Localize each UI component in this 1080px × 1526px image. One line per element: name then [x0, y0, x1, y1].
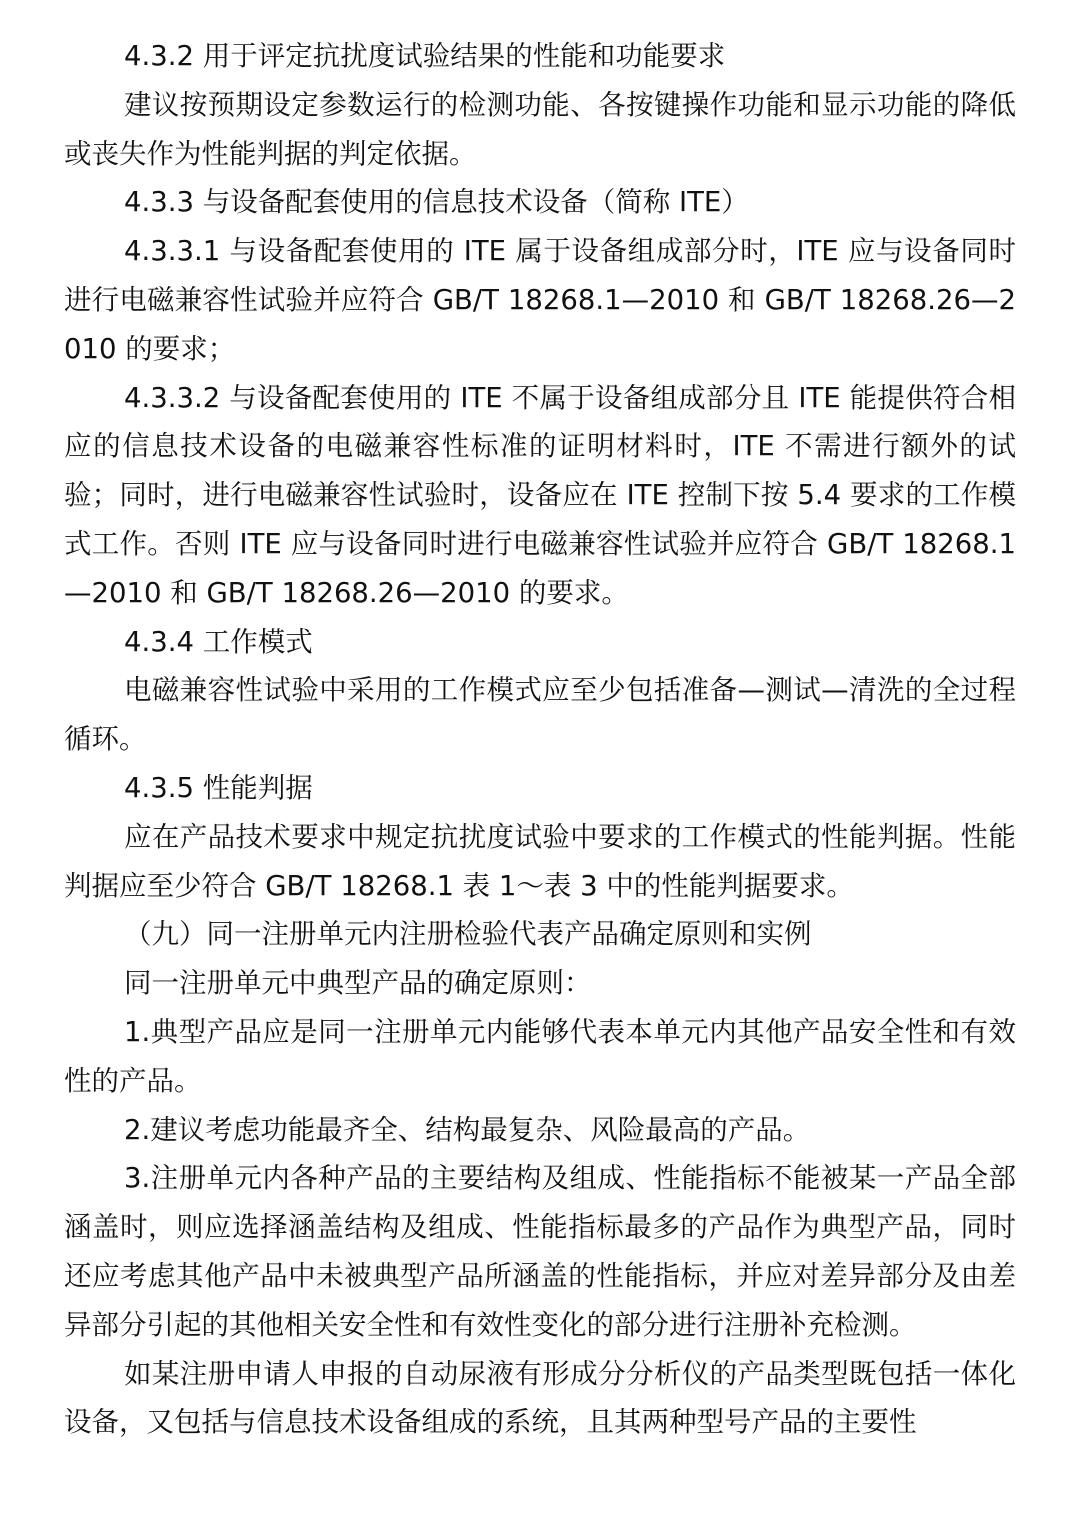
section-heading-4-3-4: 4.3.4 工作模式 [124, 625, 313, 658]
section-heading-4-3-5: 4.3.5 性能判据 [124, 771, 313, 804]
list-item-3: 3.注册单元内各种产品的主要结构及组成、性能指标不能被某一产品全部涵盖时，则应选择涵盖结构及组成、性能指标最多的产品作为典型产品，同时还应考虑其他产品中未被典型产品所涵盖的性能指标，并应对差异部分及由差异部分引起的其他相关安全性和有效性变化的部分进行注册补充检测。 [64, 1162, 1016, 1341]
paragraph-4-3-3-2: 4.3.3.2 与设备配套使用的 ITE 不属于设备组成部分且 ITE 能提供符合相应的信息技术设备的电磁兼容性标准的证明材料时，ITE 不需进行额外的试验；同时，进行电磁兼容性试验时，设备应在 ITE 控制下按 5.4 要求的工作模式工作。否则 ITE 应与设备同时进行电磁兼容性试验并应符合 GB/T 18268.1—2010 和 GB/T 18268.26—2010 的要求。 [64, 381, 1016, 609]
paragraph-example: 如某注册申请人申报的自动尿液有形成分分析仪的产品类型既包括一体化设备，又包括与信息技术设备组成的系统，且其两种型号产品的主要性 [64, 1357, 1016, 1439]
paragraph-performance-judgment: 应在产品技术要求中规定抗扰度试验中要求的工作模式的性能判据。性能判据应至少符合 GB/T 18268.1 表 1～表 3 中的性能判据要求。 [64, 820, 1016, 902]
section-heading-4-3-2: 4.3.2 用于评定抗扰度试验结果的性能和功能要求 [124, 40, 726, 72]
list-item-1: 1.典型产品应是同一注册单元内能够代表本单元内其他产品安全性和有效性的产品。 [64, 1015, 1016, 1097]
section-heading-9: （九）同一注册单元内注册检验代表产品确定原则和实例 [124, 918, 812, 951]
paragraph-performance-criteria: 建议按预期设定参数运行的检测功能、各按键操作功能和显示功能的降低或丧失作为性能判据的判定依据。 [64, 88, 1016, 170]
list-item-2: 2.建议考虑功能最齐全、结构最复杂、风险最高的产品。 [124, 1113, 811, 1146]
paragraph-principle-intro: 同一注册单元中典型产品的确定原则： [124, 967, 592, 1000]
document-body [64, 32, 1016, 1447]
section-heading-4-3-3: 4.3.3 与设备配套使用的信息技术设备（简称 ITE） [124, 186, 749, 219]
paragraph-4-3-3-1: 4.3.3.1 与设备配套使用的 ITE 属于设备组成部分时，ITE 应与设备同时进行电磁兼容性试验并应符合 GB/T 18268.1—2010 和 GB/T 18268.26—2010 的要求； [64, 235, 1016, 365]
paragraph-working-mode: 电磁兼容性试验中采用的工作模式应至少包括准备—测试—清洗的全过程循环。 [64, 674, 1016, 756]
